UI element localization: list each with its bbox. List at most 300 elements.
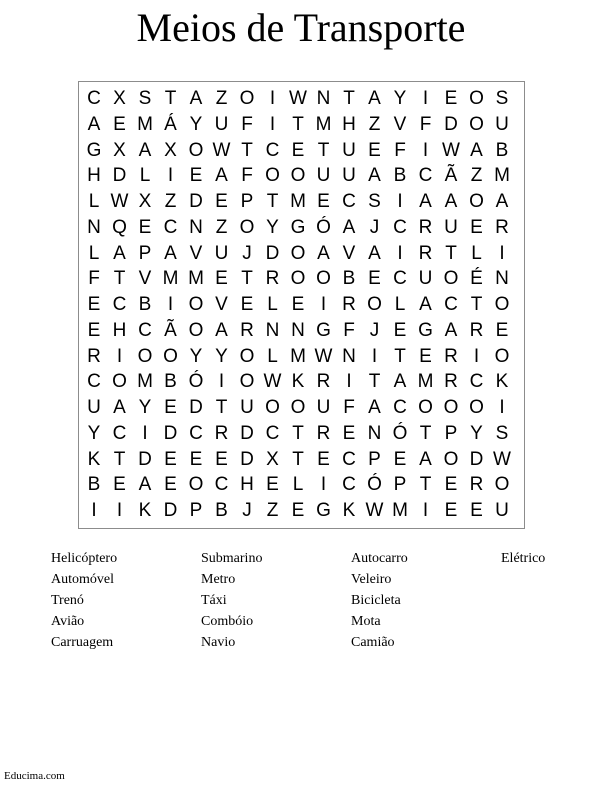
- grid-letter: R: [214, 422, 229, 444]
- grid-letter: O: [494, 294, 510, 315]
- grid-letter: S: [495, 422, 509, 444]
- grid-letter: K: [87, 448, 101, 470]
- grid-letter: E: [164, 474, 177, 496]
- grid-row: [79, 292, 524, 318]
- grid-letter: U: [87, 397, 101, 418]
- grid-letter: X: [138, 191, 152, 212]
- grid-letter: P: [368, 448, 381, 470]
- grid-letter: O: [290, 397, 306, 418]
- grid-letter: P: [393, 474, 407, 496]
- grid-letter: I: [397, 191, 403, 212]
- grid-letter: I: [371, 345, 378, 367]
- grid-letter: Z: [266, 500, 279, 521]
- grid-letter: M: [417, 371, 434, 393]
- grid-letter: O: [239, 371, 255, 393]
- grid-letter: N: [495, 268, 509, 290]
- grid-letter: I: [397, 242, 403, 264]
- grid-letter: B: [495, 139, 509, 161]
- grid-row: [79, 163, 524, 189]
- grid-letter: O: [469, 88, 484, 109]
- grid-letter: G: [86, 139, 102, 161]
- grid-letter: U: [418, 268, 433, 290]
- grid-letter: C: [163, 216, 178, 238]
- grid-letter: A: [444, 319, 458, 341]
- grid-letter: E: [215, 448, 228, 470]
- grid-letter: L: [88, 191, 100, 212]
- grid-letter: T: [419, 422, 432, 444]
- grid-letter: C: [87, 371, 101, 393]
- grid-letter: N: [87, 216, 101, 238]
- word-item: Helicóptero: [51, 551, 118, 566]
- grid-letter: Z: [164, 191, 177, 212]
- grid-letter: U: [444, 216, 458, 238]
- grid-row: [79, 421, 524, 447]
- grid-letter: Z: [215, 88, 228, 109]
- grid-letter: H: [87, 165, 101, 187]
- grid-letter: C: [393, 397, 407, 418]
- grid-letter: C: [444, 294, 458, 315]
- grid-row: [79, 369, 524, 395]
- grid-letter: I: [499, 397, 505, 418]
- grid-letter: B: [138, 294, 152, 315]
- grid-letter: U: [214, 113, 229, 135]
- grid-letter: E: [240, 294, 254, 315]
- grid-letter: L: [139, 165, 151, 187]
- grid-letter: L: [471, 242, 482, 264]
- grid-letter: B: [164, 371, 177, 393]
- grid-letter: O: [188, 474, 204, 496]
- grid-letter: T: [113, 448, 126, 470]
- grid-letter: C: [138, 319, 152, 341]
- grid-letter: B: [215, 500, 228, 521]
- grid-letter: E: [113, 113, 126, 135]
- grid-letter: R: [418, 242, 433, 264]
- grid-letter: M: [137, 113, 153, 135]
- grid-letter: E: [215, 268, 228, 290]
- grid-letter: E: [368, 268, 381, 290]
- grid-letter: A: [368, 242, 381, 264]
- grid-letter: C: [342, 448, 356, 470]
- grid-letter: M: [137, 371, 153, 393]
- grid-letter: C: [265, 422, 280, 444]
- grid-letter: E: [164, 448, 177, 470]
- grid-letter: O: [290, 242, 306, 264]
- grid-letter: Y: [189, 113, 203, 135]
- word-column: [51, 548, 201, 653]
- grid-letter: Ó: [316, 216, 331, 238]
- grid-row: [79, 112, 524, 138]
- grid-row: [79, 498, 524, 524]
- grid-letter: O: [469, 397, 484, 418]
- grid-letter: A: [113, 242, 126, 264]
- word-column: [201, 548, 351, 653]
- grid-letter: W: [493, 448, 511, 470]
- grid-letter: R: [418, 216, 433, 238]
- grid-letter: M: [290, 345, 306, 367]
- grid-row: [79, 189, 524, 215]
- grid-letter: É: [470, 268, 483, 290]
- grid-letter: I: [142, 422, 148, 444]
- grid-letter: L: [292, 474, 304, 496]
- grid-letter: H: [342, 113, 356, 135]
- word-item: Carruagem: [51, 635, 114, 650]
- grid-row: [79, 138, 524, 164]
- grid-letter: I: [320, 474, 327, 496]
- grid-letter: Z: [470, 165, 483, 187]
- grid-letter: E: [444, 88, 458, 109]
- grid-letter: V: [189, 242, 203, 264]
- grid-letter: Z: [368, 113, 381, 135]
- grid-letter: T: [266, 191, 279, 212]
- grid-letter: A: [138, 474, 152, 496]
- grid-letter: A: [342, 216, 356, 238]
- grid-letter: R: [469, 474, 484, 496]
- grid-letter: D: [265, 242, 280, 264]
- grid-letter: C: [342, 191, 356, 212]
- grid-letter: E: [113, 474, 126, 496]
- grid-letter: L: [88, 242, 100, 264]
- grid-letter: B: [342, 268, 356, 290]
- grid-letter: C: [265, 139, 280, 161]
- grid-letter: D: [444, 113, 458, 135]
- page-title: Meios de Transporte: [136, 5, 466, 50]
- grid-letter: O: [188, 139, 204, 161]
- grid-letter: V: [138, 268, 152, 290]
- grid-letter: L: [267, 294, 278, 315]
- grid-letter: Ó: [367, 474, 382, 496]
- grid-letter: G: [316, 500, 331, 521]
- grid-letter: D: [138, 448, 152, 470]
- grid-letter: E: [138, 216, 152, 238]
- grid-letter: O: [163, 345, 178, 367]
- grid-letter: E: [444, 500, 458, 521]
- grid-letter: I: [218, 371, 225, 393]
- grid-letter: Y: [87, 422, 101, 444]
- grid-letter: R: [87, 345, 101, 367]
- grid-letter: X: [113, 139, 126, 161]
- grid-letter: O: [137, 345, 153, 367]
- grid-letter: P: [189, 500, 203, 521]
- grid-letter: O: [494, 345, 510, 367]
- grid-letter: E: [164, 397, 177, 418]
- grid-letter: E: [393, 319, 407, 341]
- grid-letter: R: [342, 294, 356, 315]
- grid-letter: M: [494, 165, 510, 187]
- word-item: Avião: [51, 614, 85, 629]
- grid-letter: E: [470, 216, 483, 238]
- grid-letter: O: [188, 319, 204, 341]
- grid-letter: O: [265, 397, 280, 418]
- grid-letter: A: [495, 191, 509, 212]
- word-item: Veleiro: [351, 572, 392, 587]
- grid-letter: O: [239, 88, 255, 109]
- grid-letter: E: [189, 448, 203, 470]
- grid-letter: K: [291, 371, 305, 393]
- grid-letter: A: [419, 448, 432, 470]
- grid-letter: R: [265, 268, 280, 290]
- grid-letter: U: [495, 500, 509, 521]
- word-column: [351, 548, 501, 653]
- grid-letter: N: [189, 216, 203, 238]
- grid-letter: T: [368, 371, 381, 393]
- word-search-grid: [78, 81, 525, 529]
- grid-letter: O: [418, 397, 433, 418]
- grid-letter: V: [215, 294, 228, 315]
- grid-letter: O: [494, 474, 510, 496]
- grid-row: [79, 318, 524, 344]
- word-item: Metro: [201, 572, 236, 587]
- grid-letter: E: [470, 500, 483, 521]
- grid-letter: Z: [215, 216, 228, 238]
- grid-letter: E: [291, 500, 305, 521]
- grid-letter: P: [138, 242, 152, 264]
- grid-letter: T: [470, 294, 483, 315]
- grid-letter: R: [469, 319, 484, 341]
- grid-letter: R: [444, 345, 458, 367]
- word-item: Autocarro: [351, 551, 408, 566]
- grid-letter: P: [444, 422, 458, 444]
- grid-letter: B: [393, 165, 407, 187]
- grid-letter: W: [365, 500, 384, 521]
- grid-letter: Á: [164, 113, 177, 135]
- word-item: Bicicleta: [351, 593, 401, 608]
- grid-letter: O: [443, 268, 459, 290]
- grid-letter: V: [342, 242, 356, 264]
- grid-letter: T: [164, 88, 177, 109]
- grid-letter: Q: [112, 216, 127, 238]
- grid-letter: D: [240, 448, 254, 470]
- grid-letter: U: [316, 397, 331, 418]
- grid-letter: C: [342, 474, 356, 496]
- grid-letter: E: [419, 345, 432, 367]
- grid-letter: J: [242, 242, 252, 264]
- grid-letter: W: [263, 371, 282, 393]
- grid-letter: O: [367, 294, 382, 315]
- grid-letter: U: [342, 165, 356, 187]
- grid-letter: V: [393, 113, 407, 135]
- grid-letter: X: [113, 88, 126, 109]
- grid-letter: W: [110, 191, 129, 212]
- grid-letter: T: [292, 422, 304, 444]
- grid-letter: O: [443, 397, 459, 418]
- grid-letter: F: [241, 165, 253, 187]
- grid-letter: T: [113, 268, 126, 290]
- grid-letter: J: [369, 319, 380, 341]
- grid-letter: O: [316, 268, 331, 290]
- grid-letter: R: [316, 422, 331, 444]
- grid-row: [79, 266, 524, 292]
- grid-letter: U: [495, 113, 509, 135]
- grid-letter: C: [112, 422, 127, 444]
- grid-letter: W: [314, 345, 333, 367]
- grid-letter: X: [164, 139, 177, 161]
- grid-letter: A: [317, 242, 330, 264]
- grid-letter: C: [469, 371, 484, 393]
- grid-letter: L: [267, 345, 278, 367]
- grid-letter: F: [343, 319, 355, 341]
- grid-letter: Y: [189, 345, 203, 367]
- grid-letter: T: [394, 345, 406, 367]
- grid-letter: K: [495, 371, 509, 393]
- grid-letter: D: [240, 422, 254, 444]
- grid-row: [79, 215, 524, 241]
- grid-letter: W: [212, 139, 231, 161]
- grid-letter: A: [393, 371, 407, 393]
- grid-row: [79, 395, 524, 421]
- grid-letter: O: [290, 268, 306, 290]
- grid-letter: I: [269, 88, 276, 109]
- word-item: Combóio: [201, 614, 254, 629]
- grid-letter: T: [292, 448, 304, 470]
- grid-letter: I: [167, 294, 174, 315]
- grid-letter: E: [87, 294, 101, 315]
- grid-letter: O: [265, 165, 280, 187]
- grid-letter: O: [112, 371, 127, 393]
- grid-letter: I: [320, 294, 327, 315]
- grid-letter: A: [113, 397, 126, 418]
- footer-credit: Educima.com: [4, 770, 65, 782]
- grid-letter: Y: [393, 88, 407, 109]
- grid-letter: N: [367, 422, 382, 444]
- grid-letter: G: [290, 216, 306, 238]
- grid-letter: I: [116, 345, 123, 367]
- grid-letter: E: [266, 474, 279, 496]
- grid-letter: I: [116, 500, 123, 521]
- grid-letter: N: [316, 88, 331, 109]
- grid-letter: B: [87, 474, 101, 496]
- grid-row: [79, 447, 524, 473]
- grid-letter: T: [445, 242, 457, 264]
- grid-letter: A: [189, 88, 203, 109]
- grid-letter: E: [317, 191, 330, 212]
- grid-letter: I: [422, 88, 429, 109]
- word-item: Táxi: [201, 593, 227, 608]
- grid-letter: D: [163, 500, 178, 521]
- grid-letter: C: [393, 216, 407, 238]
- grid-letter: E: [444, 474, 458, 496]
- grid-letter: A: [419, 294, 432, 315]
- word-column: [501, 548, 602, 569]
- grid-letter: F: [394, 139, 406, 161]
- grid-letter: A: [164, 242, 177, 264]
- grid-letter: Ã: [444, 165, 458, 187]
- grid-letter: Ó: [392, 422, 408, 444]
- grid-letter: G: [316, 319, 331, 341]
- grid-letter: E: [495, 319, 509, 341]
- grid-letter: E: [215, 191, 228, 212]
- grid-letter: I: [473, 345, 480, 367]
- grid-letter: D: [469, 448, 484, 470]
- grid-letter: O: [188, 294, 204, 315]
- grid-letter: M: [162, 268, 179, 290]
- grid-letter: O: [290, 165, 306, 187]
- word-item: Camião: [351, 635, 395, 650]
- word-item: Mota: [351, 614, 381, 629]
- grid-letter: J: [369, 216, 380, 238]
- grid-letter: R: [444, 371, 458, 393]
- grid-letter: T: [317, 139, 330, 161]
- grid-letter: E: [368, 139, 381, 161]
- grid-letter: N: [342, 345, 356, 367]
- grid-letter: A: [87, 113, 101, 135]
- grid-letter: L: [394, 294, 406, 315]
- grid-letter: H: [240, 474, 254, 496]
- grid-letter: T: [292, 113, 304, 135]
- grid-letter: T: [419, 474, 432, 496]
- grid-letter: C: [393, 268, 407, 290]
- grid-letter: D: [189, 397, 203, 418]
- grid-row: [79, 472, 524, 498]
- grid-letter: N: [265, 319, 280, 341]
- grid-letter: E: [317, 448, 330, 470]
- grid-letter: X: [266, 448, 279, 470]
- grid-letter: A: [444, 191, 458, 212]
- grid-letter: A: [368, 397, 381, 418]
- grid-letter: R: [495, 216, 509, 238]
- grid-row: [79, 344, 524, 370]
- grid-letter: A: [368, 88, 381, 109]
- grid-letter: O: [469, 191, 484, 212]
- grid-letter: M: [290, 191, 306, 212]
- grid-letter: Ó: [188, 371, 204, 393]
- grid-letter: O: [239, 216, 255, 238]
- grid-letter: Ã: [164, 319, 177, 341]
- grid-row: [79, 86, 524, 112]
- grid-letter: D: [189, 191, 203, 212]
- grid-letter: O: [239, 345, 255, 367]
- grid-letter: T: [241, 139, 253, 161]
- grid-letter: G: [418, 319, 433, 341]
- grid-letter: D: [163, 422, 178, 444]
- word-item: Navio: [201, 635, 236, 650]
- grid-letter: E: [393, 448, 407, 470]
- grid-letter: W: [442, 139, 460, 161]
- word-item: Trenó: [51, 593, 84, 608]
- grid-letter: R: [316, 371, 331, 393]
- grid-letter: S: [495, 88, 509, 109]
- grid-letter: C: [189, 422, 203, 444]
- grid-letter: W: [289, 88, 307, 109]
- grid-letter: C: [418, 165, 433, 187]
- grid-letter: I: [422, 139, 429, 161]
- grid-letter: T: [343, 88, 355, 109]
- grid-letter: I: [269, 113, 276, 135]
- grid-letter: K: [342, 500, 356, 521]
- grid-letter: S: [368, 191, 381, 212]
- grid-letter: I: [499, 242, 505, 264]
- grid-letter: C: [112, 294, 127, 315]
- grid-letter: Y: [266, 216, 279, 238]
- word-item: Automóvel: [51, 572, 114, 587]
- grid-letter: I: [91, 500, 97, 521]
- grid-letter: H: [112, 319, 127, 341]
- grid-letter: J: [242, 500, 252, 521]
- grid-letter: A: [470, 139, 483, 161]
- grid-letter: T: [215, 397, 228, 418]
- grid-letter: N: [291, 319, 305, 341]
- grid-letter: K: [138, 500, 152, 521]
- grid-letter: E: [189, 165, 203, 187]
- grid-letter: Y: [215, 345, 228, 367]
- grid-letter: A: [215, 165, 228, 187]
- grid-row: [79, 241, 524, 267]
- grid-letter: D: [112, 165, 127, 187]
- word-item: Elétrico: [501, 551, 546, 566]
- grid-letter: E: [87, 319, 101, 341]
- grid-letter: F: [343, 397, 355, 418]
- grid-letter: E: [342, 422, 356, 444]
- grid-letter: P: [240, 191, 254, 212]
